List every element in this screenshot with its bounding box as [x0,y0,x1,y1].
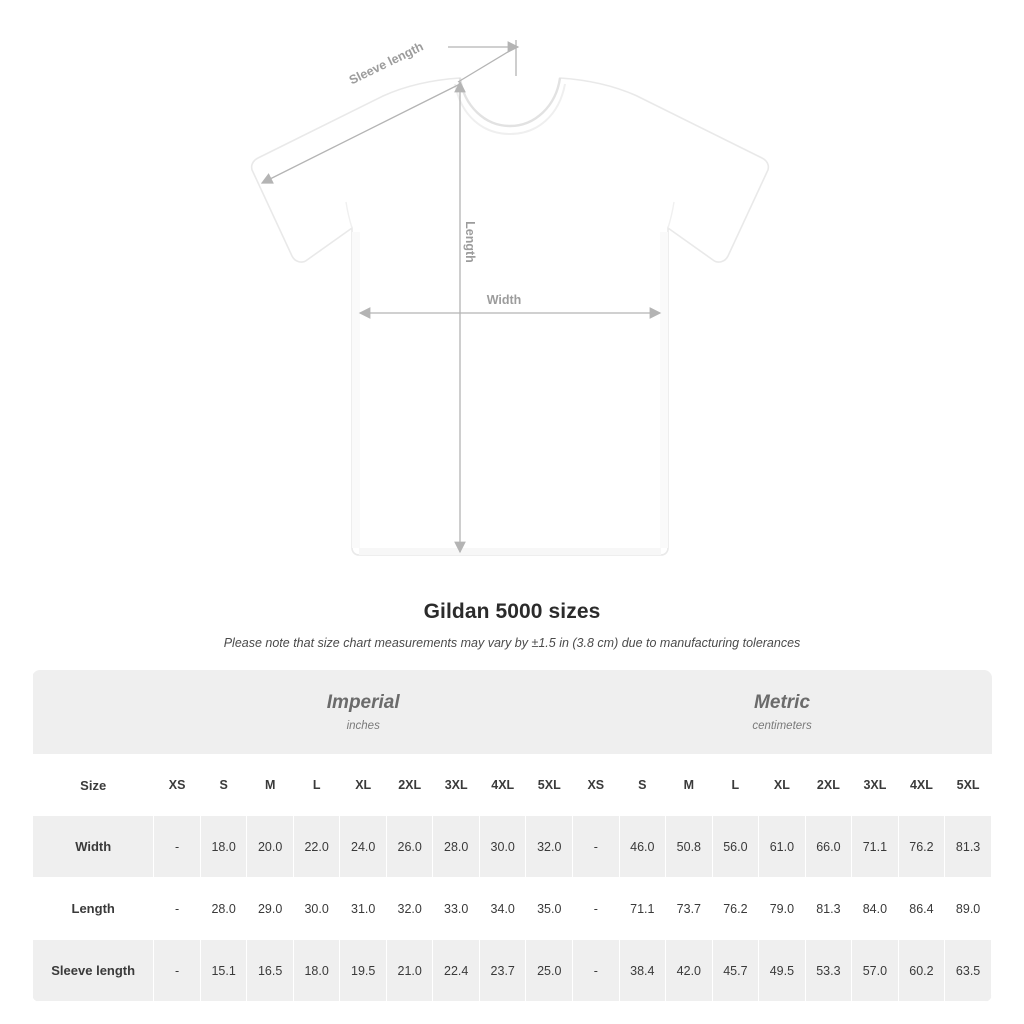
cell-length-imperial-s: 28.0 [200,878,247,940]
cell-sleeve-metric-2xl: 53.3 [805,940,852,1002]
cell-sleeve-imperial-3xl: 22.4 [433,940,480,1002]
cell-width-metric-3xl: 71.1 [852,816,899,878]
cell-length-metric-3xl: 84.0 [852,878,899,940]
cell-length-metric-xl: 79.0 [759,878,806,940]
system-metric-name: Metric [754,692,811,713]
cell-width-metric-2xl: 66.0 [805,816,852,878]
cell-sleeve-imperial-m: 16.5 [247,940,294,1002]
cell-sleeve-metric-l: 45.7 [712,940,759,1002]
cell-width-imperial-s: 18.0 [200,816,247,878]
row-label-width: Width [33,816,154,878]
cell-length-imperial-3xl: 33.0 [433,878,480,940]
header-metric-xl: XL [759,755,806,816]
header-size-label: Size [33,755,154,816]
cell-width-metric-4xl: 76.2 [898,816,945,878]
system-imperial-name: Imperial [326,692,400,713]
row-label-sleeve-length: Sleeve length [33,940,154,1002]
cell-length-imperial-xs: - [154,878,201,940]
cell-sleeve-metric-4xl: 60.2 [898,940,945,1002]
cell-width-metric-s: 46.0 [619,816,666,878]
header-imperial-s: S [200,755,247,816]
cell-sleeve-imperial-l: 18.0 [293,940,340,1002]
system-spacer [33,670,154,755]
header-metric-m: M [666,755,713,816]
header-metric-l: L [712,755,759,816]
system-imperial-unit: inches [346,720,380,732]
width-label: Width [486,293,522,307]
cell-sleeve-metric-xl: 49.5 [759,940,806,1002]
cell-sleeve-metric-5xl: 63.5 [945,940,992,1002]
header-metric-2xl: 2XL [805,755,852,816]
header-metric-3xl: 3XL [852,755,899,816]
cell-sleeve-metric-s: 38.4 [619,940,666,1002]
header-imperial-2xl: 2XL [386,755,433,816]
header-metric-xs: XS [573,755,620,816]
cell-sleeve-metric-3xl: 57.0 [852,940,899,1002]
cell-width-imperial-3xl: 28.0 [433,816,480,878]
cell-width-metric-m: 50.8 [666,816,713,878]
cell-width-metric-l: 56.0 [712,816,759,878]
cell-width-metric-5xl: 81.3 [945,816,992,878]
row-label-length: Length [33,878,154,940]
cell-length-metric-5xl: 89.0 [945,878,992,940]
cell-length-metric-m: 73.7 [666,878,713,940]
cell-width-imperial-4xl: 30.0 [479,816,526,878]
cell-length-metric-s: 71.1 [619,878,666,940]
length-label: Length [463,221,477,263]
table-row [33,940,992,1002]
cell-length-imperial-m: 29.0 [247,878,294,940]
cell-width-imperial-5xl: 32.0 [526,816,573,878]
cell-length-metric-l: 76.2 [712,878,759,940]
cell-length-metric-xs: - [573,878,620,940]
table-row [33,878,992,940]
cell-length-imperial-2xl: 32.0 [386,878,433,940]
cell-sleeve-imperial-xs: - [154,940,201,1002]
size-table-wrapper [32,670,992,1002]
cell-sleeve-metric-m: 42.0 [666,940,713,1002]
cell-length-metric-4xl: 86.4 [898,878,945,940]
page-title: Gildan 5000 sizes [423,600,601,623]
cell-length-imperial-5xl: 35.0 [526,878,573,940]
header-imperial-l: L [293,755,340,816]
header-imperial-xs: XS [154,755,201,816]
table-row [33,816,992,878]
cell-length-imperial-xl: 31.0 [340,878,387,940]
header-imperial-xl: XL [340,755,387,816]
cell-sleeve-imperial-2xl: 21.0 [386,940,433,1002]
header-imperial-5xl: 5XL [526,755,573,816]
system-header-row [33,670,992,755]
cell-length-imperial-4xl: 34.0 [479,878,526,940]
cell-sleeve-metric-xs: - [573,940,620,1002]
tolerance-note: Please note that size chart measurements may vary by ±1.5 in (3.8 cm) due to manufacturing tolerances [223,636,801,650]
cell-width-imperial-l: 22.0 [293,816,340,878]
system-metric-unit: centimeters [752,720,812,732]
header-metric-4xl: 4XL [898,755,945,816]
cell-width-imperial-2xl: 26.0 [386,816,433,878]
cell-sleeve-imperial-xl: 19.5 [340,940,387,1002]
cell-sleeve-imperial-s: 15.1 [200,940,247,1002]
cell-width-imperial-xs: - [154,816,201,878]
header-metric-s: S [619,755,666,816]
cell-length-metric-2xl: 81.3 [805,878,852,940]
system-imperial [154,670,573,755]
size-header-row [33,755,992,816]
cell-sleeve-imperial-5xl: 25.0 [526,940,573,1002]
cell-width-metric-xl: 61.0 [759,816,806,878]
header-imperial-4xl: 4XL [479,755,526,816]
sleeve-length-label: Sleeve length [346,39,426,88]
size-table [32,670,992,1002]
system-metric [573,670,992,755]
header-metric-5xl: 5XL [945,755,992,816]
title-block [0,600,1024,650]
cell-length-imperial-l: 30.0 [293,878,340,940]
cell-width-imperial-xl: 24.0 [340,816,387,878]
header-imperial-3xl: 3XL [433,755,480,816]
cell-width-imperial-m: 20.0 [247,816,294,878]
cell-width-metric-xs: - [573,816,620,878]
header-imperial-m: M [247,755,294,816]
cell-sleeve-imperial-4xl: 23.7 [479,940,526,1002]
